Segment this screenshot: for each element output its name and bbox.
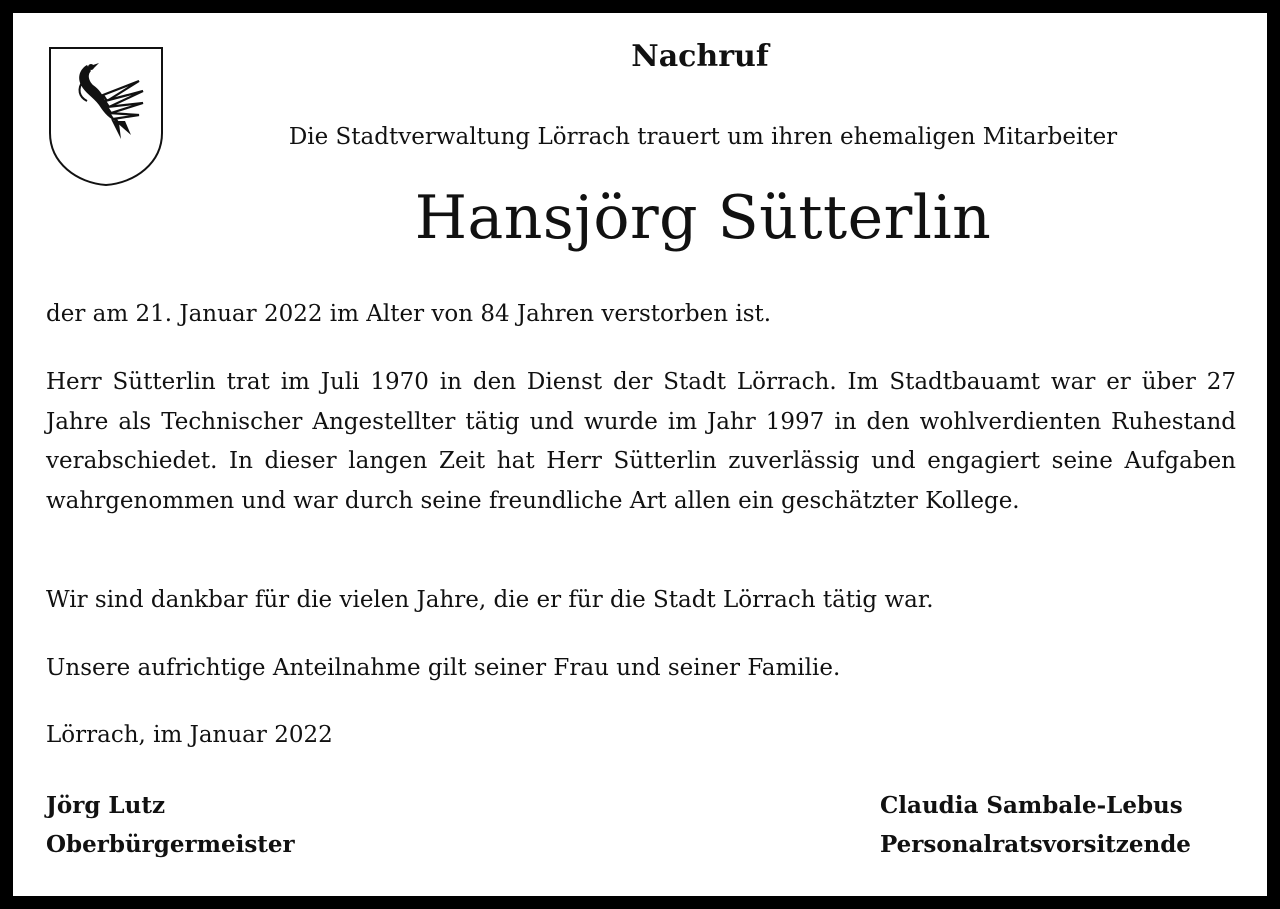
signature-left-name: Jörg Lutz [46, 792, 166, 819]
deceased-name: Hansjörg Sütterlin [414, 183, 992, 253]
notice-subtitle: Die Stadtverwaltung Lörrach trauert um ihren ehemaligen Mitarbeiter [288, 124, 1118, 150]
career-paragraph: Herr Sütterlin trat im Juli 1970 in den Dienst der Stadt Lörrach. Im Stadtbauamt war er über 27 Jahre als Technischer Angestellter tätig und wurde im Jahr 1997 in den wohlverdienten Ruhestand verabschiedet. In dieser langen Zeit hat Herr Sütterlin zuverlässig und engagiert seine Aufgaben wahrgenommen und war durch seine freundliche Art allen ein geschätzter Kollege. [46, 369, 1236, 514]
signature-right [880, 786, 1191, 864]
signature-right-role: Personalratsvorsitzende [880, 831, 1191, 858]
obituary-notice [13, 13, 1267, 896]
signature-left [46, 786, 295, 864]
death-line: der am 21. Januar 2022 im Alter von 84 Jahren verstorben ist. [46, 301, 772, 327]
notice-title: Nachruf [631, 39, 769, 74]
coat-of-arms-bird-icon [47, 45, 165, 187]
signature-left-role: Oberbürgermeister [46, 831, 295, 858]
place-date: Lörrach, im Januar 2022 [46, 722, 333, 748]
signature-right-name: Claudia Sambale-Lebus [880, 792, 1183, 819]
sympathy-line: Unsere aufrichtige Anteilnahme gilt seiner Frau und seiner Familie. [46, 655, 841, 681]
thanks-line: Wir sind dankbar für die vielen Jahre, die er für die Stadt Lörrach tätig war. [46, 587, 934, 613]
